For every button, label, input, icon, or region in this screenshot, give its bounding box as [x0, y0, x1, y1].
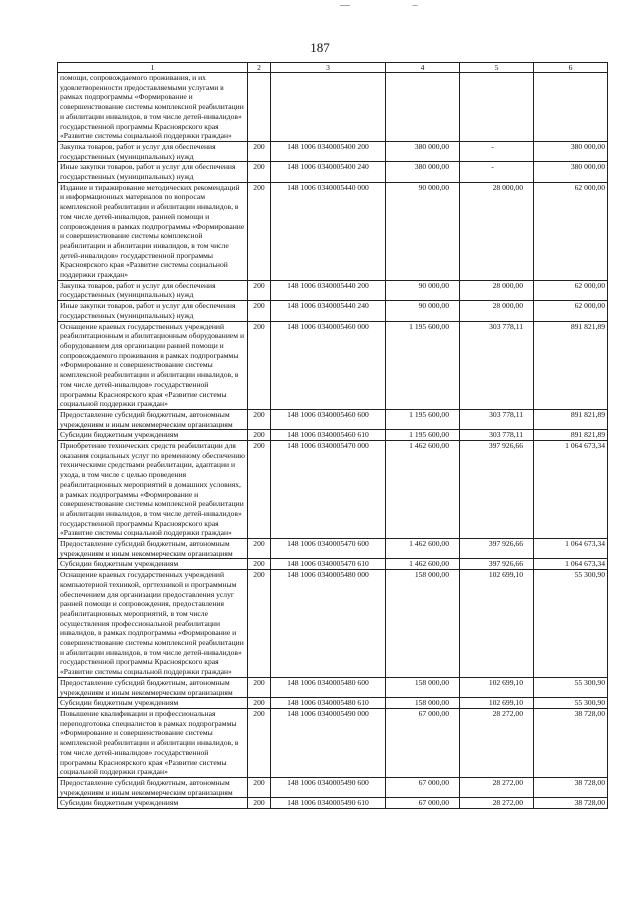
cell-remainder: 891 821,89 [534, 409, 608, 429]
cell-name: помощи, сопровождаемого проживания, и их удовлетворенности предоставляемыми услугами в рамках подпрограммы «Формирование и совершенствование системы комплексной реабилитации и абилитации инвалидов, в том числе детей-инвалидов» государственной программы Красноярского края «Развитие системы социальной поддержки граждан» [58, 73, 248, 142]
cell-executed: 28 272,00 [460, 709, 534, 778]
cell-approved: 1 462 600,00 [386, 559, 460, 570]
cell-remainder: 380 000,00 [534, 162, 608, 182]
cell-executed: 102 699,10 [460, 698, 534, 709]
cell-name: Предоставление субсидий бюджетным, автономным учреждениям и иным некоммерческим организациям [58, 677, 248, 697]
cell-name: Субсидии бюджетным учреждениям [58, 798, 248, 809]
cell-budget-code: 148 1006 0340005440 000 [271, 182, 386, 280]
cell-name: Иные закупки товаров, работ и услуг для обеспечения государственных (муниципальных) нужд [58, 162, 248, 182]
table-row [58, 441, 608, 539]
cell-budget-code [271, 73, 386, 142]
column-header: 1 [58, 63, 248, 73]
cell-executed: 397 926,66 [460, 559, 534, 570]
cell-expense-type: 200 [248, 162, 271, 182]
cell-budget-code: 148 1006 0340005400 240 [271, 162, 386, 182]
cell-name: Оснащение краевых государственных учреждений компьютерной техникой, оргтехникой и программным обеспечением для организации предоставления услуг ранней помощи и сопровождения, предоставления реабилитационных мероприятий, в том числе осуществления профессиональной реабилитации инвалидов, в рамках подпрограммы «Формирование и совершенствование системы комплексной реабилитации и абилитации инвалидов, в том числе детей-инвалидов» государственной программы Красноярского края «Развитие системы социальной поддержки граждан» [58, 570, 248, 678]
table-header-row [58, 63, 608, 73]
cell-name: Приобретение технических средств реабилитации для оказания социальных услуг по временному обеспечению техническими средствами реабилитации, адаптации и ухода, в том числе с целью проведения реабилитационных мероприятий в домашних условиях, в рамках подпрограммы «Формирование и совершенствование системы комплексной реабилитации и абилитации инвалидов, в том числе детей-инвалидов» государственной программы Красноярского края «Развитие системы социальной поддержки граждан» [58, 441, 248, 539]
cell-name: Предоставление субсидий бюджетным, автономным учреждениям и иным некоммерческим организациям [58, 539, 248, 559]
cell-expense-type: 200 [248, 321, 271, 409]
cell-budget-code: 148 1006 0340005460 000 [271, 321, 386, 409]
cell-remainder: 62 000,00 [534, 280, 608, 300]
cell-expense-type: 200 [248, 559, 271, 570]
cell-approved [386, 73, 460, 142]
cell-expense-type: 200 [248, 182, 271, 280]
cell-remainder: 1 064 673,34 [534, 559, 608, 570]
cell-expense-type: 200 [248, 430, 271, 441]
cell-approved: 1 195 600,00 [386, 409, 460, 429]
table-row [58, 409, 608, 429]
cell-name: Издание и тиражирование методических рекомендаций и информационных материалов по вопросам комплексной реабилитации и абилитации инвалидов, в том числе детей-инвалидов, ранней помощи и сопровождения в рамках подпрограммы «Формирование и совершенствование системы комплексной реабилитации и абилитации инвалидов, в том числе детей-инвалидов» государственной программы Красноярского края «Развитие системы социальной поддержки граждан» [58, 182, 248, 280]
cell-budget-code: 148 1006 0340005470 600 [271, 539, 386, 559]
cell-approved: 1 195 600,00 [386, 430, 460, 441]
cell-expense-type: 200 [248, 441, 271, 539]
cell-expense-type [248, 73, 271, 142]
cell-budget-code: 148 1006 0340005400 200 [271, 141, 386, 161]
table-row [58, 280, 608, 300]
cell-name: Предоставление субсидий бюджетным, автономным учреждениям и иным некоммерческим организациям [58, 777, 248, 797]
cell-executed: 28 272,00 [460, 798, 534, 809]
table-row [58, 430, 608, 441]
table-row [58, 141, 608, 161]
cell-executed: 303 778,11 [460, 430, 534, 441]
cell-approved: 1 462 600,00 [386, 539, 460, 559]
cell-name: Иные закупки товаров, работ и услуг для обеспечения государственных (муниципальных) нужд [58, 301, 248, 321]
column-header: 2 [248, 63, 271, 73]
cell-approved: 67 000,00 [386, 798, 460, 809]
cell-remainder: 55 300,90 [534, 677, 608, 697]
cell-expense-type: 200 [248, 709, 271, 778]
cell-executed: 28 000,00 [460, 280, 534, 300]
cell-name: Субсидии бюджетным учреждениям [58, 430, 248, 441]
cell-remainder: 38 728,00 [534, 777, 608, 797]
table-row [58, 777, 608, 797]
table-row [58, 709, 608, 778]
cell-remainder: 62 000,00 [534, 182, 608, 280]
cell-executed: 303 778,11 [460, 409, 534, 429]
table-row [58, 698, 608, 709]
cell-executed: 28 000,00 [460, 301, 534, 321]
cell-name: Оснащение краевых государственных учреждений реабилитационным и абилитационным оборудованием и оборудованием для организации ранней помощи и сопровождаемого проживания в рамках подпрограммы «Формирование и совершенствование системы комплексной реабилитации и абилитации инвалидов, в том числе детей-инвалидов» государственной программы Красноярского края «Развитие системы социальной поддержки граждан» [58, 321, 248, 409]
cell-executed: 303 778,11 [460, 321, 534, 409]
cell-executed [460, 73, 534, 142]
cell-name: Предоставление субсидий бюджетным, автономным учреждениям и иным некоммерческим организациям [58, 409, 248, 429]
cell-expense-type: 200 [248, 409, 271, 429]
column-header: 5 [460, 63, 534, 73]
cell-expense-type: 200 [248, 141, 271, 161]
cell-approved: 380 000,00 [386, 162, 460, 182]
cell-budget-code: 148 1006 0340005480 600 [271, 677, 386, 697]
cell-budget-code: 148 1006 0340005490 600 [271, 777, 386, 797]
cell-name: Закупка товаров, работ и услуг для обеспечения государственных (муниципальных) нужд [58, 141, 248, 161]
cell-name: Закупка товаров, работ и услуг для обеспечения государственных (муниципальных) нужд [58, 280, 248, 300]
cell-approved: 158 000,00 [386, 677, 460, 697]
cell-executed: 397 926,66 [460, 441, 534, 539]
cell-expense-type: 200 [248, 798, 271, 809]
cell-budget-code: 148 1006 0340005480 000 [271, 570, 386, 678]
budget-table [57, 62, 608, 809]
cell-budget-code: 148 1006 0340005440 200 [271, 280, 386, 300]
cell-remainder: 891 821,89 [534, 321, 608, 409]
table-row [58, 301, 608, 321]
cell-approved: 90 000,00 [386, 280, 460, 300]
table-row [58, 559, 608, 570]
table-row [58, 162, 608, 182]
cell-budget-code: 148 1006 0340005490 610 [271, 798, 386, 809]
page-number: 187 [310, 40, 330, 55]
cell-remainder: 1 064 673,34 [534, 441, 608, 539]
cell-remainder: 38 728,00 [534, 709, 608, 778]
table-row [58, 73, 608, 142]
table-row [58, 321, 608, 409]
cell-approved: 90 000,00 [386, 301, 460, 321]
cell-approved: 158 000,00 [386, 570, 460, 678]
table-row [58, 570, 608, 678]
cell-expense-type: 200 [248, 698, 271, 709]
cell-budget-code: 148 1006 0340005470 610 [271, 559, 386, 570]
table-row [58, 798, 608, 809]
cell-executed: - [460, 162, 534, 182]
cell-name: Повышение квалификации и профессиональная переподготовка специалистов в рамках подпрограммы «Формирование и совершенствование системы комплексной реабилитации и абилитации инвалидов, в том числе детей-инвалидов» государственной программы Красноярского края «Развитие системы социальной поддержки граждан» [58, 709, 248, 778]
cell-budget-code: 148 1006 0340005460 610 [271, 430, 386, 441]
cell-budget-code: 148 1006 0340005440 240 [271, 301, 386, 321]
cell-remainder: 38 728,00 [534, 798, 608, 809]
cell-executed: - [460, 141, 534, 161]
cell-remainder: 891 821,89 [534, 430, 608, 441]
cell-approved: 1 195 600,00 [386, 321, 460, 409]
cell-remainder: 55 300,90 [534, 698, 608, 709]
cell-budget-code: 148 1006 0340005490 000 [271, 709, 386, 778]
cell-approved: 67 000,00 [386, 709, 460, 778]
cell-executed: 102 699,10 [460, 677, 534, 697]
cell-approved: 380 000,00 [386, 141, 460, 161]
column-header: 3 [271, 63, 386, 73]
cell-approved: 1 462 600,00 [386, 441, 460, 539]
cell-budget-code: 148 1006 0340005460 600 [271, 409, 386, 429]
cell-expense-type: 200 [248, 777, 271, 797]
cell-approved: 158 000,00 [386, 698, 460, 709]
cell-approved: 67 000,00 [386, 777, 460, 797]
cell-remainder: 1 064 673,34 [534, 539, 608, 559]
cell-remainder [534, 73, 608, 142]
cell-expense-type: 200 [248, 677, 271, 697]
cell-expense-type: 200 [248, 280, 271, 300]
column-header: 6 [534, 63, 608, 73]
cell-expense-type: 200 [248, 301, 271, 321]
cell-budget-code: 148 1006 0340005470 000 [271, 441, 386, 539]
top-marks: — – [340, 0, 448, 11]
table-row [58, 182, 608, 280]
cell-executed: 397 926,66 [460, 539, 534, 559]
cell-executed: 102 699,10 [460, 570, 534, 678]
cell-expense-type: 200 [248, 570, 271, 678]
cell-expense-type: 200 [248, 539, 271, 559]
table-body [58, 73, 608, 809]
table-row [58, 539, 608, 559]
cell-name: Субсидии бюджетным учреждениям [58, 698, 248, 709]
cell-remainder: 380 000,00 [534, 141, 608, 161]
cell-executed: 28 000,00 [460, 182, 534, 280]
cell-budget-code: 148 1006 0340005480 610 [271, 698, 386, 709]
cell-remainder: 62 000,00 [534, 301, 608, 321]
cell-executed: 28 272,00 [460, 777, 534, 797]
cell-approved: 90 000,00 [386, 182, 460, 280]
column-header: 4 [386, 63, 460, 73]
table-row [58, 677, 608, 697]
cell-name: Субсидии бюджетным учреждениям [58, 559, 248, 570]
cell-remainder: 55 300,90 [534, 570, 608, 678]
